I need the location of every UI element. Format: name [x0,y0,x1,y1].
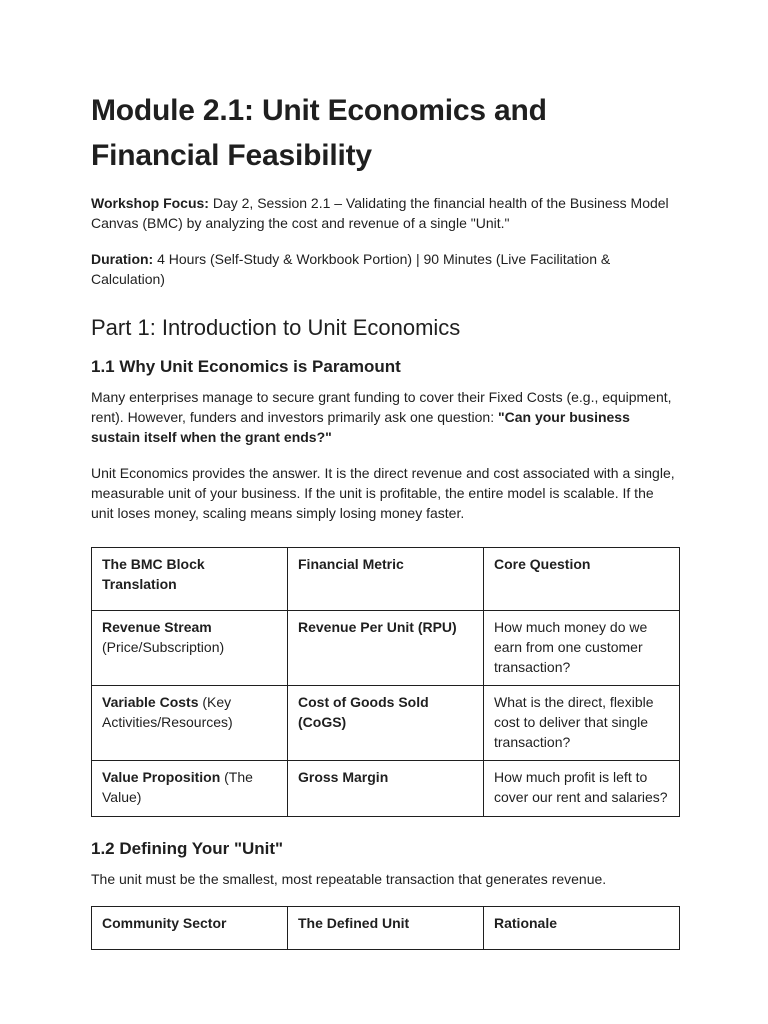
cell-bold-text: Revenue Stream [102,619,212,635]
table-header-cell: The BMC Block Translation [92,548,288,611]
duration-label: Duration: [91,251,154,267]
cell-text: (Price/Subscription) [102,639,225,655]
duration [91,249,679,289]
table-header-cell: Community Sector [92,907,288,950]
table-header-cell: Core Question [484,548,680,611]
table-row [92,611,680,686]
table-header-cell: Rationale [484,907,680,950]
workshop-focus [91,193,679,233]
cell-bold-text: Value Proposition [102,769,221,785]
section-1-1-heading: 1.1 Why Unit Economics is Paramount [91,357,401,376]
section-1-1-paragraph-1 [91,387,679,447]
table-cell [288,686,484,761]
cell-bold-text: Cost of Goods Sold (CoGS) [298,694,429,730]
table-cell [288,761,484,817]
table-row [92,686,680,761]
page-title: Module 2.1: Unit Economics and Financial Feasibility [91,94,547,172]
table-row [92,761,680,817]
cell-text: (Key Activities/Resources) [102,694,233,730]
cell-bold-text: Gross Margin [298,769,389,785]
bmc-translation-table [91,547,680,817]
document-page [91,88,679,950]
section-1-2-heading: 1.2 Defining Your "Unit" [91,839,284,858]
paragraph-text: Many enterprises manage to secure grant funding to cover their Fixed Costs (e.g., equipment, rent). However, funders and investors primarily ask one question: [91,389,672,425]
table-header-cell: The Defined Unit [288,907,484,950]
workshop-focus-label: Workshop Focus: [91,195,209,211]
duration-text: 4 Hours (Self-Study & Workbook Portion) | 90 Minutes (Live Facilitation & Calculation) [91,251,611,287]
table-cell [288,611,484,686]
table-header-cell: Financial Metric [288,548,484,611]
cell-bold-text: Variable Costs [102,694,199,710]
table-cell: What is the direct, flexible cost to deliver that single transaction? [484,686,680,761]
section-1-2-paragraph: The unit must be the smallest, most repeatable transaction that generates revenue. [91,871,607,887]
table-cell: How much profit is left to cover our rent and salaries? [484,761,680,817]
paragraph-bold-question: "Can your business sustain itself when the grant ends?" [91,409,630,445]
table-cell [92,686,288,761]
cell-bold-text: Revenue Per Unit (RPU) [298,619,457,635]
table-header-row [92,907,680,950]
workshop-focus-text: Day 2, Session 2.1 – Validating the financial health of the Business Model Canvas (BMC) by analyzing the cost and revenue of a single "Unit." [91,195,669,231]
table-cell [92,761,288,817]
table-header-row [92,548,680,611]
section-1-1-paragraph-2: Unit Economics provides the answer. It is the direct revenue and cost associated with a single, measurable unit of your business. If the unit is profitable, the entire model is scalable. If the unit loses money, scaling means simply losing money faster. [91,465,675,521]
cell-text: (The Value) [102,769,253,805]
unit-definition-table [91,906,680,950]
part1-heading: Part 1: Introduction to Unit Economics [91,315,461,340]
table-cell: How much money do we earn from one customer transaction? [484,611,680,686]
table-cell [92,611,288,686]
